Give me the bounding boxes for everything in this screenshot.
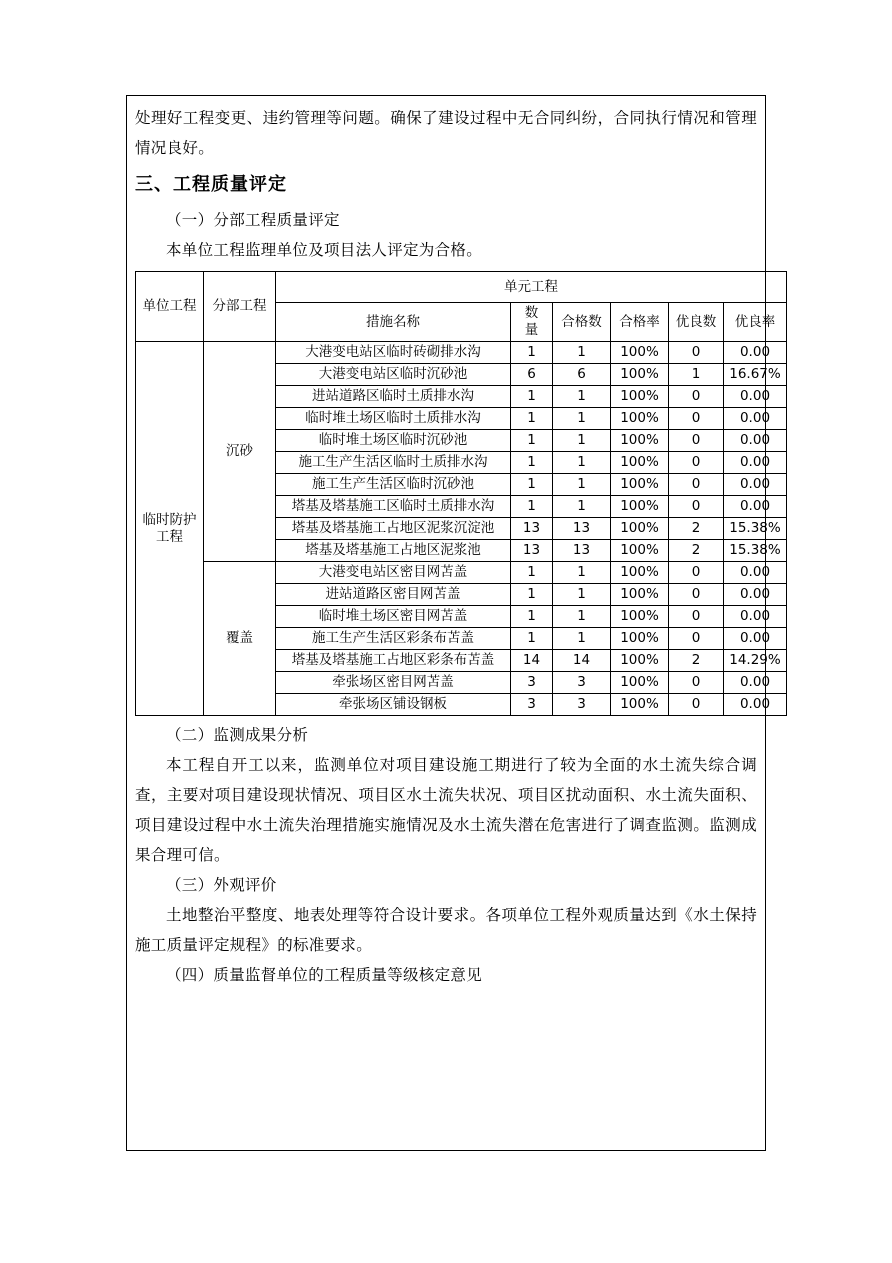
- cell-pass-rate: 100%: [611, 694, 669, 716]
- cell-pass-count: 1: [553, 628, 611, 650]
- cell-quantity: 1: [511, 562, 553, 584]
- cell-good-count: 0: [669, 584, 724, 606]
- subsection-3-text: 土地整治平整度、地表处理等符合设计要求。各项单位工程外观质量达到《水土保持施工质量评定规程》的标准要求。: [135, 906, 757, 954]
- subsection-1-title: （一）分部工程质量评定: [166, 211, 340, 229]
- cell-good-rate: 0.00: [724, 430, 787, 452]
- cell-pass-rate: 100%: [611, 474, 669, 496]
- cell-quantity: 1: [511, 430, 553, 452]
- cell-good-count: 2: [669, 650, 724, 672]
- cell-good-rate: 0.00: [724, 694, 787, 716]
- cell-good-count: 0: [669, 430, 724, 452]
- cell-good-count: 0: [669, 606, 724, 628]
- top-paragraph: 处理好工程变更、违约管理等问题。确保了建设过程中无合同纠纷，合同执行情况和管理情况良好。: [135, 109, 757, 157]
- page-content: [135, 103, 781, 990]
- cell-measure-name: 大港变电站区临时沉砂池: [276, 364, 511, 386]
- header-good-rate: 优良率: [724, 303, 787, 342]
- cell-good-count: 1: [669, 364, 724, 386]
- cell-pass-count: 3: [553, 672, 611, 694]
- cell-pass-rate: 100%: [611, 496, 669, 518]
- cell-quantity: 1: [511, 474, 553, 496]
- cell-measure-name: 临时堆土场区临时沉砂池: [276, 430, 511, 452]
- cell-good-rate: 16.67%: [724, 364, 787, 386]
- cell-pass-count: 1: [553, 430, 611, 452]
- subsection-1-text: 本单位工程监理单位及项目法人评定为合格。: [166, 241, 483, 259]
- cell-measure-name: 进站道路区密目网苫盖: [276, 584, 511, 606]
- cell-pass-count: 1: [553, 584, 611, 606]
- cell-part-project: 覆盖: [204, 562, 276, 716]
- cell-pass-count: 13: [553, 540, 611, 562]
- header-pass-count: 合格数: [553, 303, 611, 342]
- cell-good-rate: 0.00: [724, 452, 787, 474]
- cell-measure-name: 进站道路区临时土质排水沟: [276, 386, 511, 408]
- cell-measure-name: 大港变电站区密目网苫盖: [276, 562, 511, 584]
- cell-good-count: 0: [669, 342, 724, 364]
- cell-measure-name: 施工生产生活区彩条布苫盖: [276, 628, 511, 650]
- cell-good-count: 0: [669, 672, 724, 694]
- cell-good-count: 0: [669, 452, 724, 474]
- cell-measure-name: 大港变电站区临时砖砌排水沟: [276, 342, 511, 364]
- cell-quantity: 6: [511, 364, 553, 386]
- cell-pass-rate: 100%: [611, 408, 669, 430]
- cell-good-rate: 0.00: [724, 408, 787, 430]
- cell-pass-rate: 100%: [611, 452, 669, 474]
- cell-quantity: 14: [511, 650, 553, 672]
- cell-pass-count: 14: [553, 650, 611, 672]
- cell-measure-name: 塔基及塔基施工区临时土质排水沟: [276, 496, 511, 518]
- cell-good-rate: 0.00: [724, 584, 787, 606]
- cell-quantity: 1: [511, 584, 553, 606]
- cell-quantity: 1: [511, 628, 553, 650]
- cell-measure-name: 施工生产生活区临时沉砂池: [276, 474, 511, 496]
- cell-pass-count: 13: [553, 518, 611, 540]
- table-row: [136, 562, 787, 584]
- cell-quantity: 3: [511, 672, 553, 694]
- cell-measure-name: 牵张场区铺设钢板: [276, 694, 511, 716]
- cell-good-count: 0: [669, 408, 724, 430]
- section-heading: 三、工程质量评定: [135, 174, 287, 195]
- cell-pass-count: 1: [553, 474, 611, 496]
- cell-quantity: 1: [511, 496, 553, 518]
- cell-good-rate: 0.00: [724, 386, 787, 408]
- header-measure-name: 措施名称: [276, 303, 511, 342]
- subsection-2-text: 本工程自开工以来，监测单位对项目建设施工期进行了较为全面的水土流失综合调查，主要对项目建设现状情况、项目区水土流失状况、项目区扰动面积、水土流失面积、项目建设过程中水土流失治理措施实施情况及水土流失潜在危害进行了调查监测。监测成果合理可信。: [135, 756, 757, 864]
- header-element-project: 单元工程: [276, 272, 787, 303]
- cell-quantity: 1: [511, 452, 553, 474]
- cell-pass-rate: 100%: [611, 606, 669, 628]
- cell-measure-name: 临时堆土场区密目网苫盖: [276, 606, 511, 628]
- cell-quantity: 1: [511, 408, 553, 430]
- table-row: [136, 342, 787, 364]
- cell-pass-rate: 100%: [611, 540, 669, 562]
- cell-quantity: 3: [511, 694, 553, 716]
- cell-pass-count: 1: [553, 452, 611, 474]
- cell-quantity: 1: [511, 606, 553, 628]
- header-quantity: 数 量: [511, 303, 553, 342]
- subsection-3-title: （三）外观评价: [166, 876, 277, 894]
- cell-quantity: 13: [511, 518, 553, 540]
- cell-pass-count: 3: [553, 694, 611, 716]
- cell-pass-rate: 100%: [611, 672, 669, 694]
- cell-pass-count: 1: [553, 606, 611, 628]
- cell-quantity: 1: [511, 342, 553, 364]
- cell-good-count: 0: [669, 386, 724, 408]
- cell-good-rate: 0.00: [724, 342, 787, 364]
- subsection-4-title: （四）质量监督单位的工程质量等级核定意见: [166, 966, 483, 984]
- cell-good-rate: 0.00: [724, 474, 787, 496]
- subsection-2-title: （二）监测成果分析: [166, 726, 309, 744]
- header-pass-rate: 合格率: [611, 303, 669, 342]
- cell-good-rate: 0.00: [724, 496, 787, 518]
- cell-pass-count: 1: [553, 386, 611, 408]
- cell-measure-name: 塔基及塔基施工占地区彩条布苫盖: [276, 650, 511, 672]
- cell-good-count: 2: [669, 518, 724, 540]
- cell-quantity: 13: [511, 540, 553, 562]
- quality-evaluation-table: [135, 271, 787, 716]
- header-part-project: 分部工程: [204, 272, 276, 342]
- cell-good-count: 0: [669, 562, 724, 584]
- cell-good-rate: 15.38%: [724, 540, 787, 562]
- cell-pass-count: 1: [553, 496, 611, 518]
- cell-quantity: 1: [511, 386, 553, 408]
- cell-good-rate: 0.00: [724, 562, 787, 584]
- cell-good-count: 0: [669, 496, 724, 518]
- header-unit-project: 单位工程: [136, 272, 204, 342]
- cell-good-count: 0: [669, 628, 724, 650]
- cell-good-count: 2: [669, 540, 724, 562]
- cell-good-rate: 14.29%: [724, 650, 787, 672]
- cell-pass-count: 1: [553, 408, 611, 430]
- cell-pass-rate: 100%: [611, 584, 669, 606]
- cell-pass-rate: 100%: [611, 430, 669, 452]
- cell-measure-name: 临时堆土场区临时土质排水沟: [276, 408, 511, 430]
- cell-pass-rate: 100%: [611, 628, 669, 650]
- cell-good-rate: 15.38%: [724, 518, 787, 540]
- cell-measure-name: 施工生产生活区临时土质排水沟: [276, 452, 511, 474]
- cell-unit-project: 临时防护工程: [136, 342, 204, 716]
- cell-pass-rate: 100%: [611, 364, 669, 386]
- cell-pass-rate: 100%: [611, 650, 669, 672]
- cell-pass-count: 6: [553, 364, 611, 386]
- cell-pass-count: 1: [553, 342, 611, 364]
- cell-measure-name: 牵张场区密目网苫盖: [276, 672, 511, 694]
- cell-pass-rate: 100%: [611, 342, 669, 364]
- header-good-count: 优良数: [669, 303, 724, 342]
- cell-measure-name: 塔基及塔基施工占地区泥浆池: [276, 540, 511, 562]
- table-header-row-1: [136, 272, 787, 303]
- cell-part-project: 沉砂: [204, 342, 276, 562]
- cell-pass-rate: 100%: [611, 562, 669, 584]
- cell-good-count: 0: [669, 694, 724, 716]
- cell-pass-rate: 100%: [611, 518, 669, 540]
- cell-good-rate: 0.00: [724, 628, 787, 650]
- cell-good-rate: 0.00: [724, 672, 787, 694]
- cell-pass-rate: 100%: [611, 386, 669, 408]
- cell-good-rate: 0.00: [724, 606, 787, 628]
- cell-measure-name: 塔基及塔基施工占地区泥浆沉淀池: [276, 518, 511, 540]
- cell-pass-count: 1: [553, 562, 611, 584]
- cell-good-count: 0: [669, 474, 724, 496]
